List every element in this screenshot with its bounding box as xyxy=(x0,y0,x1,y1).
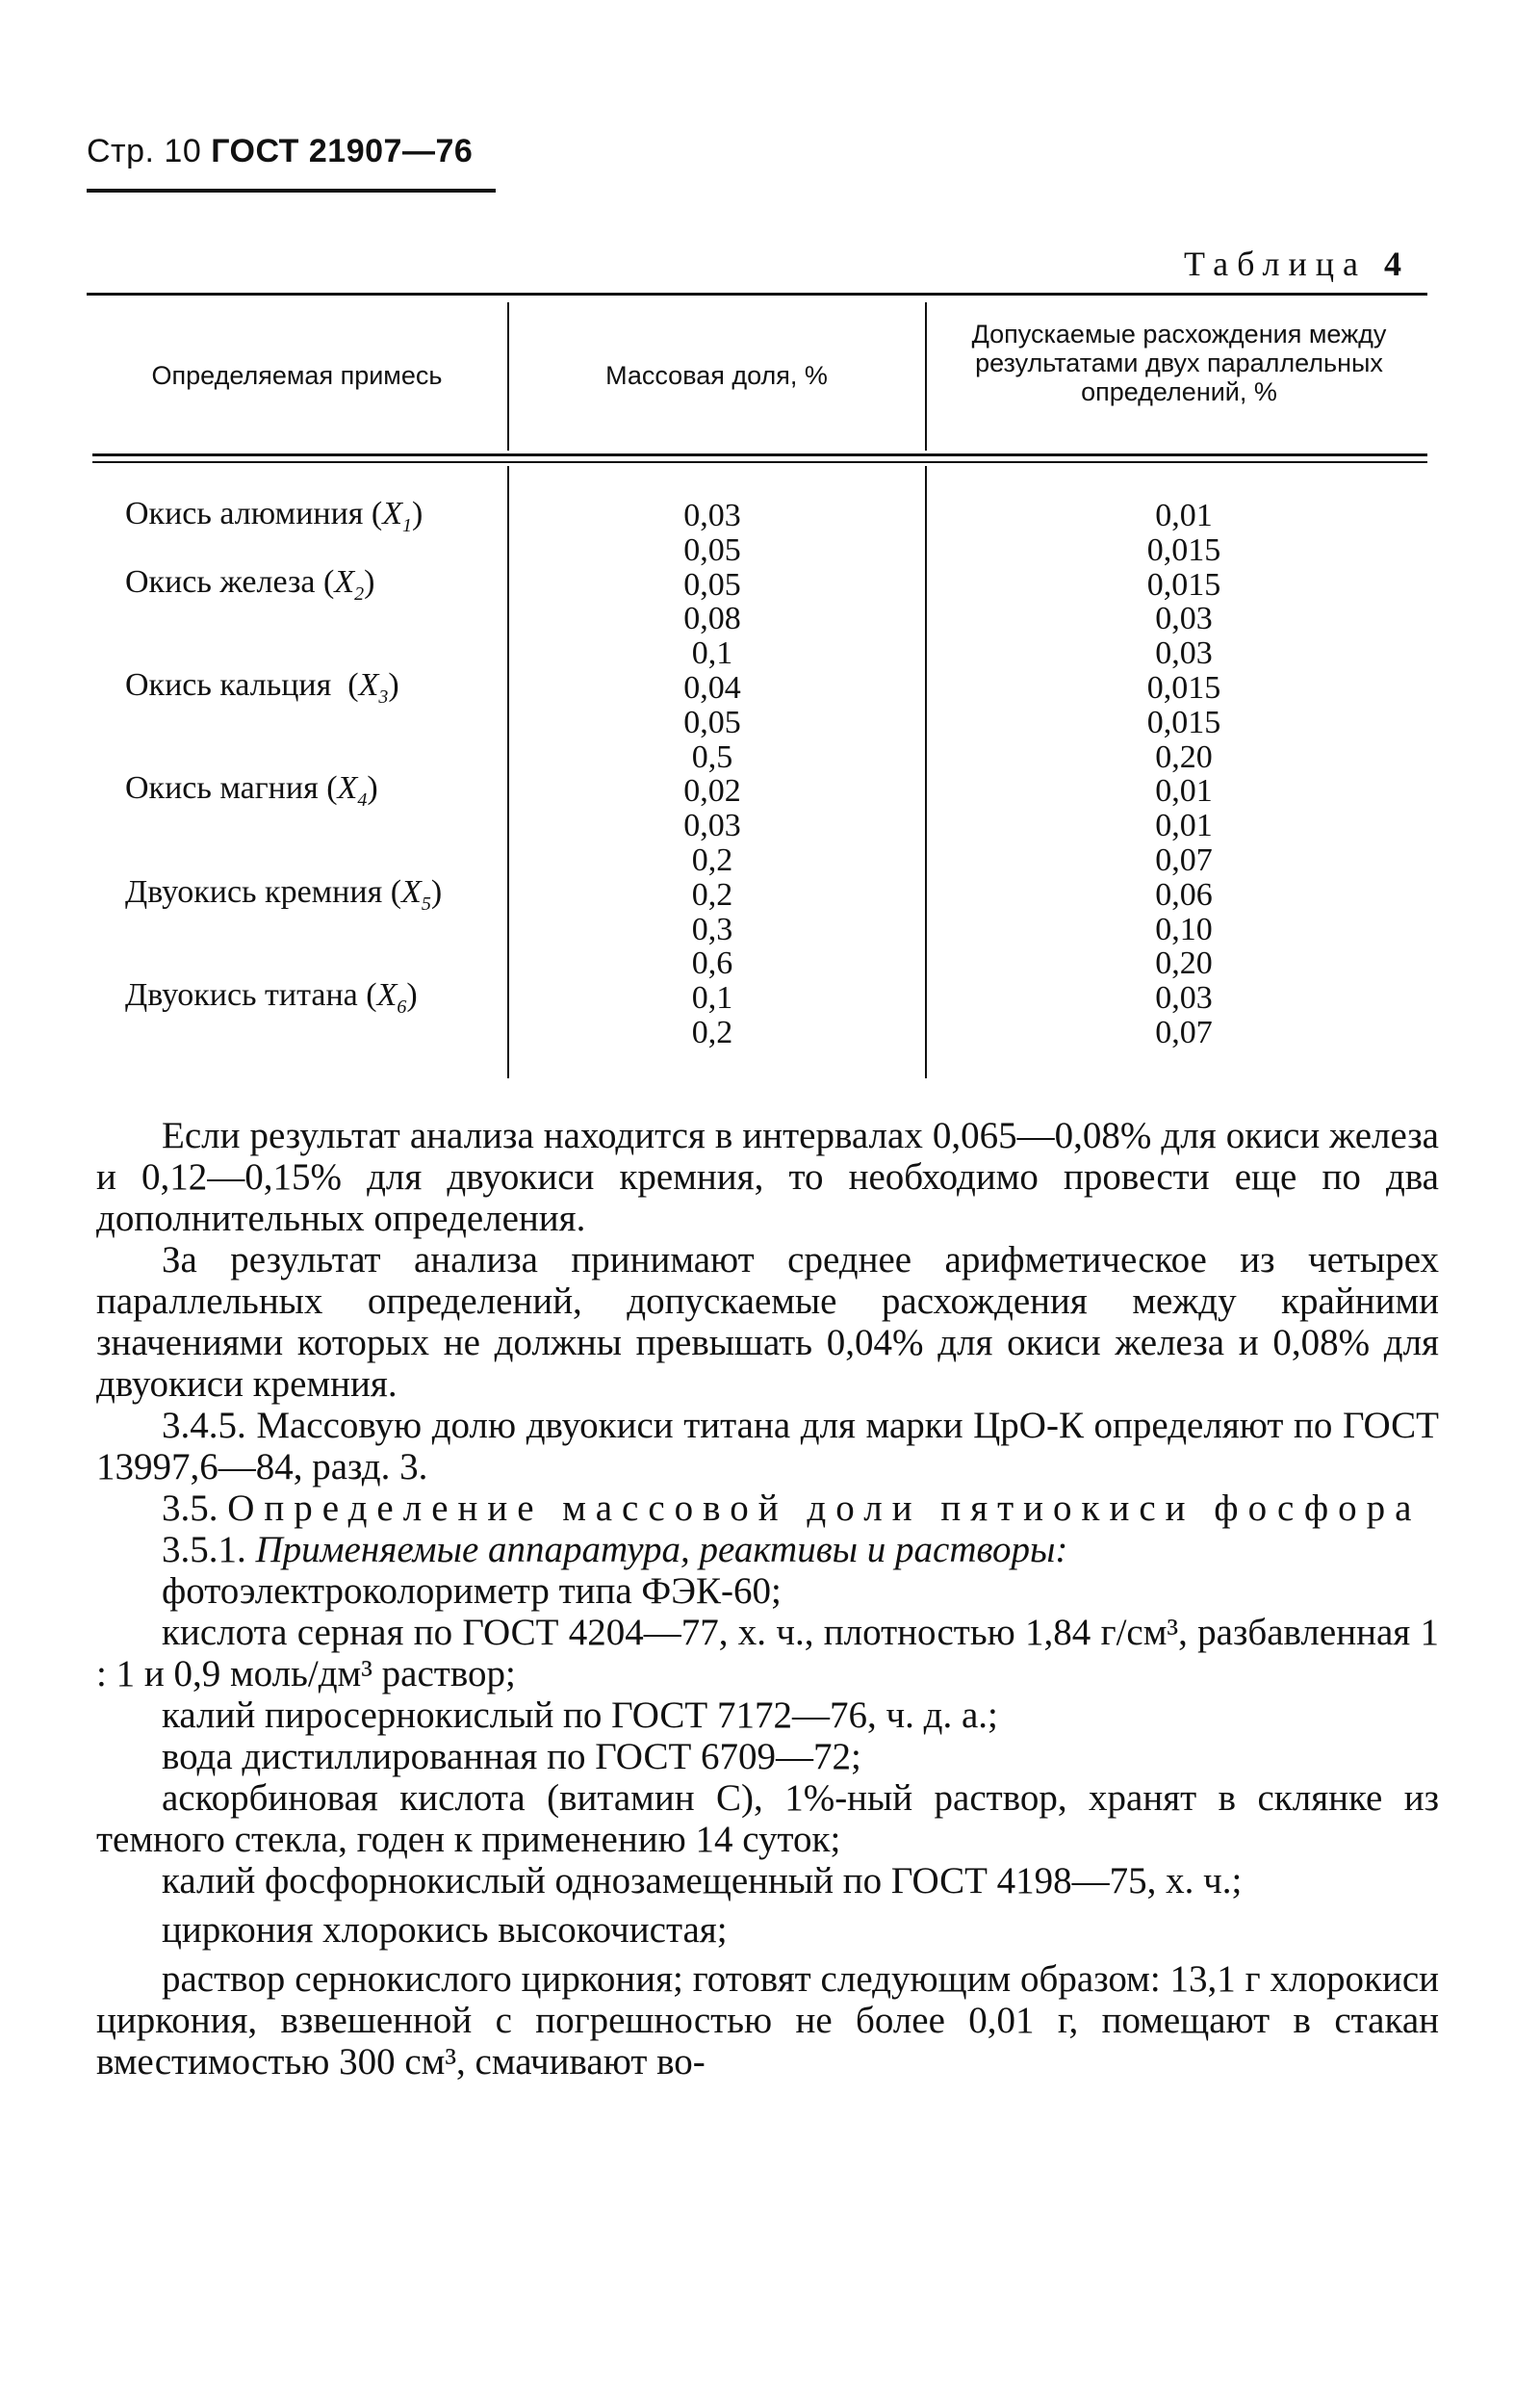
header-rule xyxy=(87,189,496,193)
paragraph-3-4-5: 3.4.5. Массовую долю двуокиси титана для марки ЦрО-К определяют по ГОСТ 13997,6—84, разд. 3. xyxy=(96,1405,1439,1488)
reagent-item: вода дистиллированная по ГОСТ 6709—72; xyxy=(162,1736,861,1777)
mass-value: 0,1 xyxy=(691,980,733,1017)
mass-value: 0,1 xyxy=(691,635,733,672)
row-label-calcium-oxide: Окись кальция $(X_3)$ xyxy=(125,667,399,708)
table-header-rule xyxy=(92,453,1427,456)
reagent-item: калий фосфорнокислый однозамещенный по ГОСТ 4198—75, х. ч.; xyxy=(162,1860,1243,1902)
table-col-divider-1 xyxy=(507,302,509,451)
reagent-item: аскорбиновая кислота (витамин С), 1%-ный раствор, хранят в склянке из темного стекла, годен к применению 14 суток; xyxy=(96,1777,1439,1860)
subsection-number: 3.5.1. xyxy=(162,1529,246,1570)
page-label: Стр. 10 xyxy=(87,133,202,169)
mass-value: 0,05 xyxy=(683,566,741,603)
mass-value: 0,05 xyxy=(683,704,741,740)
table-number: 4 xyxy=(1383,245,1401,283)
table-col-divider-2 xyxy=(925,302,927,451)
mass-value: 0,05 xyxy=(683,531,741,568)
tolerance-column xyxy=(1088,499,1280,1050)
tolerance-value: 0,10 xyxy=(1155,911,1213,947)
mass-value: 0,3 xyxy=(691,911,733,947)
mass-value: 0,08 xyxy=(683,601,741,637)
tolerance-value: 0,03 xyxy=(1155,635,1213,672)
mass-value: 0,03 xyxy=(683,808,741,844)
mass-value: 0,03 xyxy=(683,498,741,533)
body-text xyxy=(96,1115,1439,2083)
tolerance-value: 0,015 xyxy=(1146,704,1221,740)
paragraph-result-rule: За результат анализа принимают среднее арифметическое из четырех параллельных определений, допускаемые расхождения между крайними значениями которых не должны превышать 0,04% для окиси железа и 0,08% для двуокиси кремния. xyxy=(96,1239,1439,1405)
mass-value: 0,04 xyxy=(683,669,741,706)
mass-value: 0,2 xyxy=(691,876,733,913)
tolerance-value: 0,015 xyxy=(1146,669,1221,706)
paragraph-repeat-rule: Если результат анализа находится в интервалах 0,065—0,08% для окиси железа и 0,12—0,15% для двуокиси кремния, то необходимо провести еще по два дополнительных определения. xyxy=(96,1115,1439,1239)
standard-number: ГОСТ 21907—76 xyxy=(211,133,474,169)
table-col-divider-1-body xyxy=(507,466,509,1078)
row-label-magnesium-oxide: Окись магния $(X_4)$ xyxy=(125,770,378,811)
row-label-silica: Двуокись кремния $(X_5)$ xyxy=(125,874,443,915)
row-label-titania: Двуокись титана $(X_6)$ xyxy=(125,977,418,1018)
header-tolerance: Допускаемые расхождения между результатами двух параллельных определений, % xyxy=(971,320,1387,406)
tolerance-value: 0,20 xyxy=(1155,738,1213,775)
row-label-iron-oxide: Окись железа $(X_2)$ xyxy=(125,564,375,605)
mass-value: 0,5 xyxy=(691,738,733,775)
subsection-3-5-1-heading xyxy=(96,1529,1439,1570)
reagent-item: калий пиросернокислый по ГОСТ 7172—76, ч. д. а.; xyxy=(162,1695,998,1736)
mass-value: 0,2 xyxy=(691,1014,733,1050)
tolerance-value: 0,01 xyxy=(1155,498,1213,533)
reagent-item: кислота серная по ГОСТ 4204—77, х. ч., плотностью 1,84 г/см³, разбавленная 1 : 1 и 0,9 моль/дм³ раствор; xyxy=(96,1612,1439,1695)
tolerance-value: 0,01 xyxy=(1155,773,1213,810)
tolerance-value: 0,01 xyxy=(1155,808,1213,844)
mass-fraction-column xyxy=(616,499,808,1050)
table-col-divider-2-body xyxy=(925,466,927,1078)
tolerance-value: 0,015 xyxy=(1146,566,1221,603)
table-caption xyxy=(1184,244,1401,284)
mass-value: 0,2 xyxy=(691,841,733,878)
table-caption-label: Таблица xyxy=(1184,245,1367,283)
tolerance-value: 0,015 xyxy=(1146,531,1221,568)
mass-value: 0,6 xyxy=(691,945,733,982)
page-header xyxy=(87,133,473,170)
tolerance-value: 0,07 xyxy=(1155,841,1213,878)
section-title: Определение массовой доли пятиокиси фосфора xyxy=(227,1488,1422,1529)
header-mass-fraction: Массовая доля, % xyxy=(605,361,828,390)
row-label-alumina: Окись алюминия $(X_1)$ xyxy=(125,496,424,536)
table-top-rule xyxy=(87,293,1427,296)
tolerance-value: 0,03 xyxy=(1155,980,1213,1017)
subsection-title: Применяемые аппаратура, реактивы и растворы: xyxy=(255,1529,1068,1570)
header-impurity: Определяемая примесь xyxy=(151,361,443,390)
tolerance-value: 0,20 xyxy=(1155,945,1213,982)
reagent-item: циркония хлорокись высокочистая; xyxy=(162,1909,728,1951)
section-3-5-heading xyxy=(96,1488,1439,1529)
reagent-item: фотоэлектроколориметр типа ФЭК-60; xyxy=(162,1570,782,1612)
mass-value: 0,02 xyxy=(683,773,741,810)
tolerance-value: 0,03 xyxy=(1155,601,1213,637)
tolerance-value: 0,07 xyxy=(1155,1014,1213,1050)
reagent-item: раствор сернокислого циркония; готовят следующим образом: 13,1 г хлорокиси циркония, взвешенной с погрешностью не более 0,01 г, помещают в стакан вместимостью 300 см³, смачивают во- xyxy=(96,1958,1439,2083)
section-number: 3.5. xyxy=(162,1488,218,1529)
table-header-rule-2 xyxy=(92,461,1427,463)
tolerance-value: 0,06 xyxy=(1155,876,1213,913)
